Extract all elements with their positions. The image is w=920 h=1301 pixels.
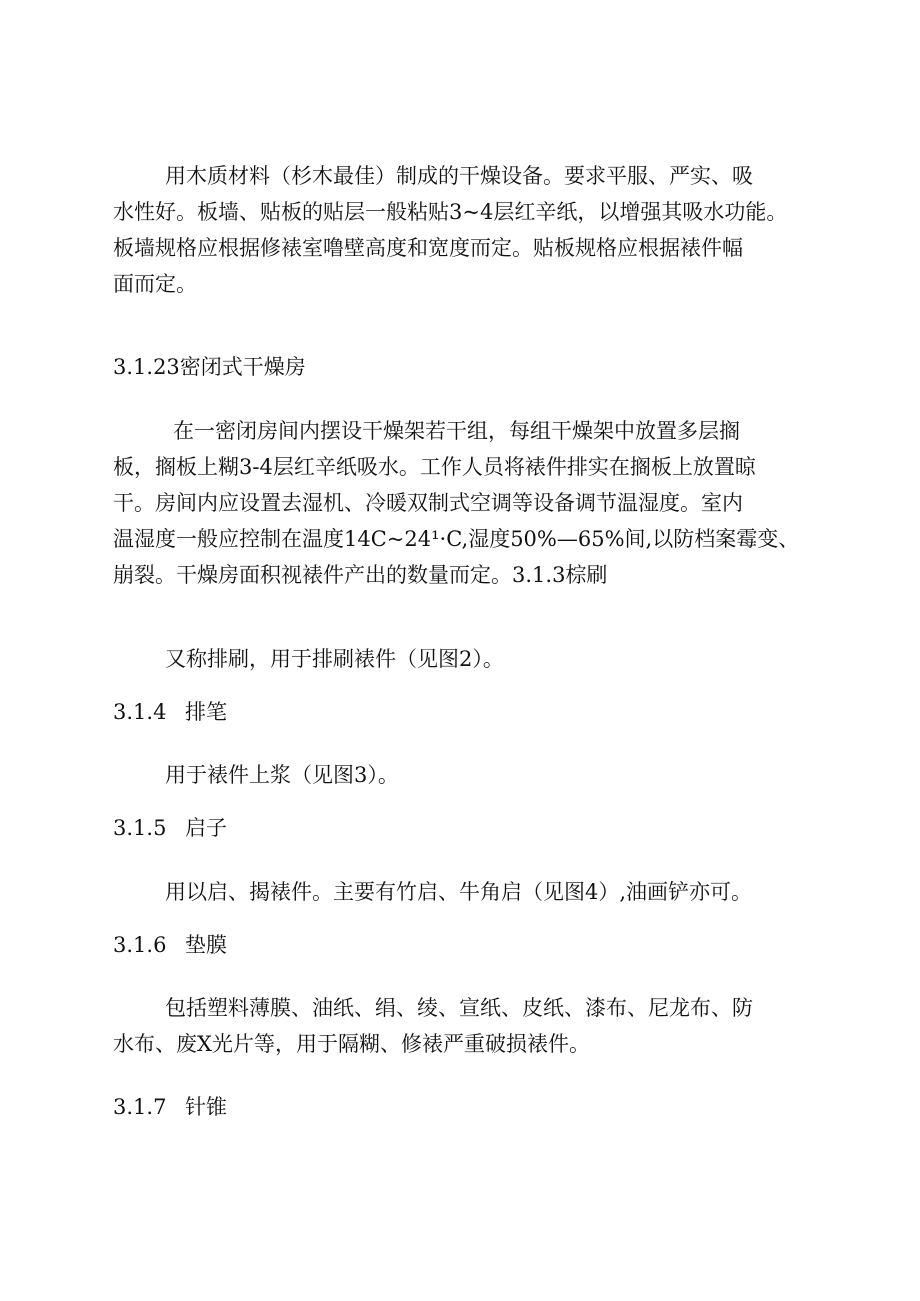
paragraph-spatula	[113, 874, 813, 910]
text-line: 用于裱件上浆（见图3）。	[165, 763, 399, 787]
section-title: 启子	[185, 816, 227, 840]
section-number: 3.1.6	[113, 933, 167, 957]
paragraph-backing-film	[113, 990, 813, 1062]
text-line: 在一密闭房间内摆设干燥架若干组，每组干燥架中放置多层搁	[173, 419, 740, 443]
text-line: 用以启、揭裱件。主要有竹启、牛角启（见图4）,油画铲亦可。	[165, 880, 753, 904]
text-line: 板，搁板上糊3-4层红辛纸吸水。工作人员将裱件排实在搁板上放置晾	[113, 455, 756, 479]
text-line: 水布、废X光片等，用于隔糊、修裱严重破损裱件。	[113, 1032, 590, 1056]
section-title: 针锥	[185, 1095, 227, 1119]
paragraph-brush	[113, 641, 813, 677]
section-title: 3.1.23密闭式干燥房	[113, 355, 306, 379]
section-number: 3.1.7	[113, 1095, 167, 1119]
text-line: 崩裂。干燥房面积视裱件产出的数量而定。3.1.3棕刷	[113, 563, 608, 587]
text-line: 用木质材料（杉木最佳）制成的干燥设备。要求平服、严实、吸	[165, 164, 753, 188]
section-title: 垫膜	[185, 933, 227, 957]
section-heading-3-1-6	[113, 927, 227, 963]
section-number: 3.1.4	[113, 700, 167, 724]
section-title: 排笔	[185, 700, 227, 724]
text-line: 板墙规格应根据修裱室噜壁高度和宽度而定。贴板规格应根据裱件幅	[113, 236, 743, 260]
text-line: 又称排刷，用于排刷裱件（见图2）。	[165, 647, 504, 671]
text-line: 干。房间内应设置去湿机、冷暖双制式空调等设备调节温湿度。室内	[113, 491, 743, 515]
section-heading-3-1-5	[113, 810, 227, 846]
section-heading-3-1-2-3	[113, 349, 306, 385]
text-line: 包括塑料薄膜、油纸、绢、绫、宣纸、皮纸、漆布、尼龙布、防	[165, 996, 753, 1020]
text-line: 水性好。板墙、贴板的贴层一般粘贴3~4层红辛纸，以增强其吸水功能。	[113, 200, 788, 224]
text-line: 面而定。	[113, 272, 197, 296]
section-heading-3-1-7	[113, 1089, 227, 1125]
paragraph-drying-board	[113, 158, 813, 302]
text-line: 温湿度一般应控制在温度14C~24¹·C,湿度50%—65%间,以防档案霉变、	[113, 527, 800, 551]
paragraph-paste-brush	[113, 757, 813, 793]
section-number: 3.1.5	[113, 816, 167, 840]
section-heading-3-1-4	[113, 694, 227, 730]
paragraph-drying-room	[113, 413, 813, 593]
